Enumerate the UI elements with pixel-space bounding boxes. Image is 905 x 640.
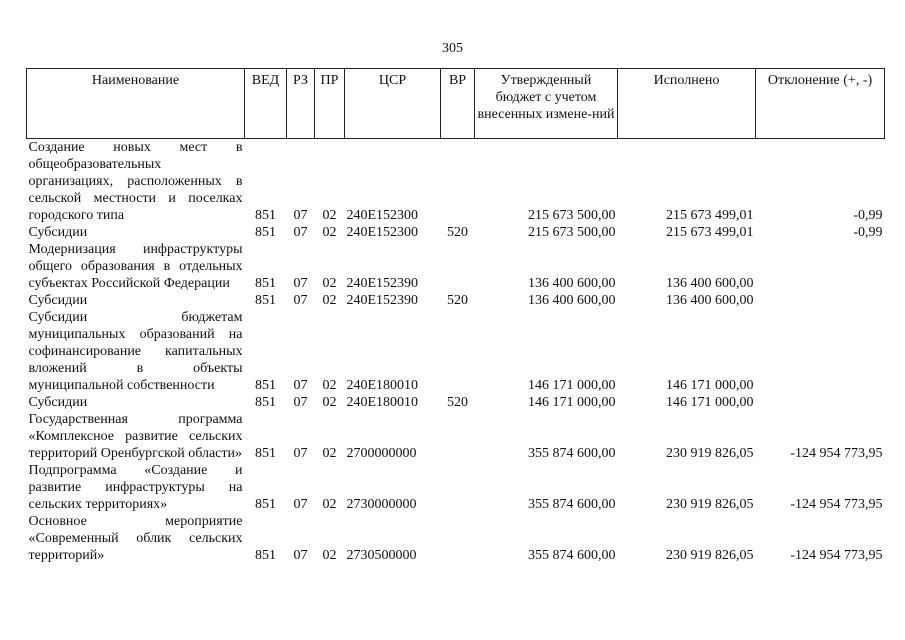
row-approved-budget: 146 171 000,00 xyxy=(528,378,616,393)
table-row xyxy=(27,309,885,394)
row-name: Подпрограмма «Создание и развитие инфраструктуры на сельских территориях» xyxy=(28,463,243,512)
budget-table xyxy=(26,68,885,564)
row-name: Субсидии xyxy=(28,225,88,240)
row-deviation: -124 954 773,95 xyxy=(790,446,883,461)
table-row xyxy=(27,241,885,292)
row-rz: 07 xyxy=(293,548,308,563)
row-name: Субсидии бюджетам муниципальных образований на софинансирование капитальных вложений в объекты муниципальной собственности xyxy=(28,310,243,393)
row-approved-budget: 136 400 600,00 xyxy=(528,276,616,291)
row-deviation xyxy=(756,394,885,411)
row-vr xyxy=(441,462,475,513)
row-pr: 02 xyxy=(322,497,337,512)
row-executed: 215 673 499,01 xyxy=(666,225,754,240)
row-vr xyxy=(441,411,475,462)
header-vr: ВР xyxy=(441,69,475,139)
row-executed: 230 919 826,05 xyxy=(666,548,754,563)
row-vr: 520 xyxy=(447,293,468,308)
row-rz: 07 xyxy=(293,378,308,393)
row-ved: 851 xyxy=(255,225,276,240)
row-csr: 240E152390 xyxy=(346,276,419,291)
row-ved: 851 xyxy=(255,395,276,410)
row-ved: 851 xyxy=(255,497,276,512)
row-ved: 851 xyxy=(255,293,276,308)
row-ved: 851 xyxy=(255,446,276,461)
row-ved: 851 xyxy=(255,208,276,223)
row-vr xyxy=(441,513,475,564)
row-ved: 851 xyxy=(255,276,276,291)
row-pr: 02 xyxy=(322,548,337,563)
row-csr: 240E152300 xyxy=(346,208,419,223)
row-csr: 240E180010 xyxy=(346,395,419,410)
row-name: Субсидии xyxy=(28,293,88,308)
row-deviation xyxy=(756,309,885,394)
table-row xyxy=(27,224,885,241)
row-csr: 240E152390 xyxy=(346,293,419,308)
row-executed: 230 919 826,05 xyxy=(666,497,754,512)
row-rz: 07 xyxy=(293,446,308,461)
row-approved-budget: 355 874 600,00 xyxy=(528,446,616,461)
row-pr: 02 xyxy=(322,208,337,223)
table-row xyxy=(27,462,885,513)
row-name: Создание новых мест в общеобразовательных организациях, расположенных в сельской местности и поселках городского типа xyxy=(28,140,243,223)
row-pr: 02 xyxy=(322,446,337,461)
page-number: 305 xyxy=(442,41,463,56)
row-vr xyxy=(441,309,475,394)
header-ved: ВЕД xyxy=(245,69,287,139)
row-approved-budget: 215 673 500,00 xyxy=(528,208,616,223)
row-name: Модернизация инфраструктуры общего образования в отдельных субъектах Российской Федерации xyxy=(28,242,243,291)
row-rz: 07 xyxy=(293,293,308,308)
row-csr: 240E152300 xyxy=(346,225,419,240)
row-name: Основное мероприятие «Современный облик сельских территорий» xyxy=(28,514,243,563)
row-pr: 02 xyxy=(322,395,337,410)
row-csr: 2730000000 xyxy=(346,497,417,512)
row-approved-budget: 355 874 600,00 xyxy=(528,548,616,563)
row-executed: 146 171 000,00 xyxy=(666,378,754,393)
header-pr: ПР xyxy=(315,69,345,139)
row-pr: 02 xyxy=(322,378,337,393)
row-vr: 520 xyxy=(447,225,468,240)
row-csr: 2700000000 xyxy=(346,446,417,461)
row-pr: 02 xyxy=(322,225,337,240)
row-vr xyxy=(441,139,475,225)
row-executed: 136 400 600,00 xyxy=(666,276,754,291)
header-deviation: Отклонение (+, -) xyxy=(756,69,885,139)
row-name: Государственная программа «Комплексное развитие сельских территорий Оренбургской области» xyxy=(28,412,243,461)
row-executed: 230 919 826,05 xyxy=(666,446,754,461)
row-vr xyxy=(441,241,475,292)
row-deviation: -124 954 773,95 xyxy=(790,548,883,563)
row-rz: 07 xyxy=(293,225,308,240)
table-row xyxy=(27,513,885,564)
table-row xyxy=(27,394,885,411)
row-vr: 520 xyxy=(447,395,468,410)
row-deviation xyxy=(756,241,885,292)
row-csr: 2730500000 xyxy=(346,548,417,563)
row-executed: 146 171 000,00 xyxy=(666,395,754,410)
table-body xyxy=(27,139,885,565)
table-row xyxy=(27,292,885,309)
table-row xyxy=(27,411,885,462)
header-name: Наименование xyxy=(27,69,245,139)
header-executed: Исполнено xyxy=(618,69,756,139)
row-deviation: -0,99 xyxy=(853,208,883,223)
row-rz: 07 xyxy=(293,395,308,410)
row-ved: 851 xyxy=(255,548,276,563)
row-csr: 240E180010 xyxy=(346,378,419,393)
row-deviation: -124 954 773,95 xyxy=(790,497,883,512)
row-rz: 07 xyxy=(293,276,308,291)
row-pr: 02 xyxy=(322,293,337,308)
table-row xyxy=(27,139,885,225)
header-rz: РЗ xyxy=(287,69,315,139)
row-executed: 215 673 499,01 xyxy=(666,208,754,223)
row-approved-budget: 146 171 000,00 xyxy=(528,395,616,410)
table-header-row xyxy=(27,69,885,139)
header-approved-budget: Утвержденный бюджет с учетом внесенных измене-ний xyxy=(475,69,618,139)
header-csr: ЦСР xyxy=(345,69,441,139)
row-ved: 851 xyxy=(255,378,276,393)
row-approved-budget: 215 673 500,00 xyxy=(528,225,616,240)
row-approved-budget: 136 400 600,00 xyxy=(528,293,616,308)
row-deviation xyxy=(756,292,885,309)
row-executed: 136 400 600,00 xyxy=(666,293,754,308)
row-approved-budget: 355 874 600,00 xyxy=(528,497,616,512)
row-rz: 07 xyxy=(293,208,308,223)
row-pr: 02 xyxy=(322,276,337,291)
row-deviation: -0,99 xyxy=(853,225,883,240)
row-name: Субсидии xyxy=(28,395,88,410)
row-rz: 07 xyxy=(293,497,308,512)
